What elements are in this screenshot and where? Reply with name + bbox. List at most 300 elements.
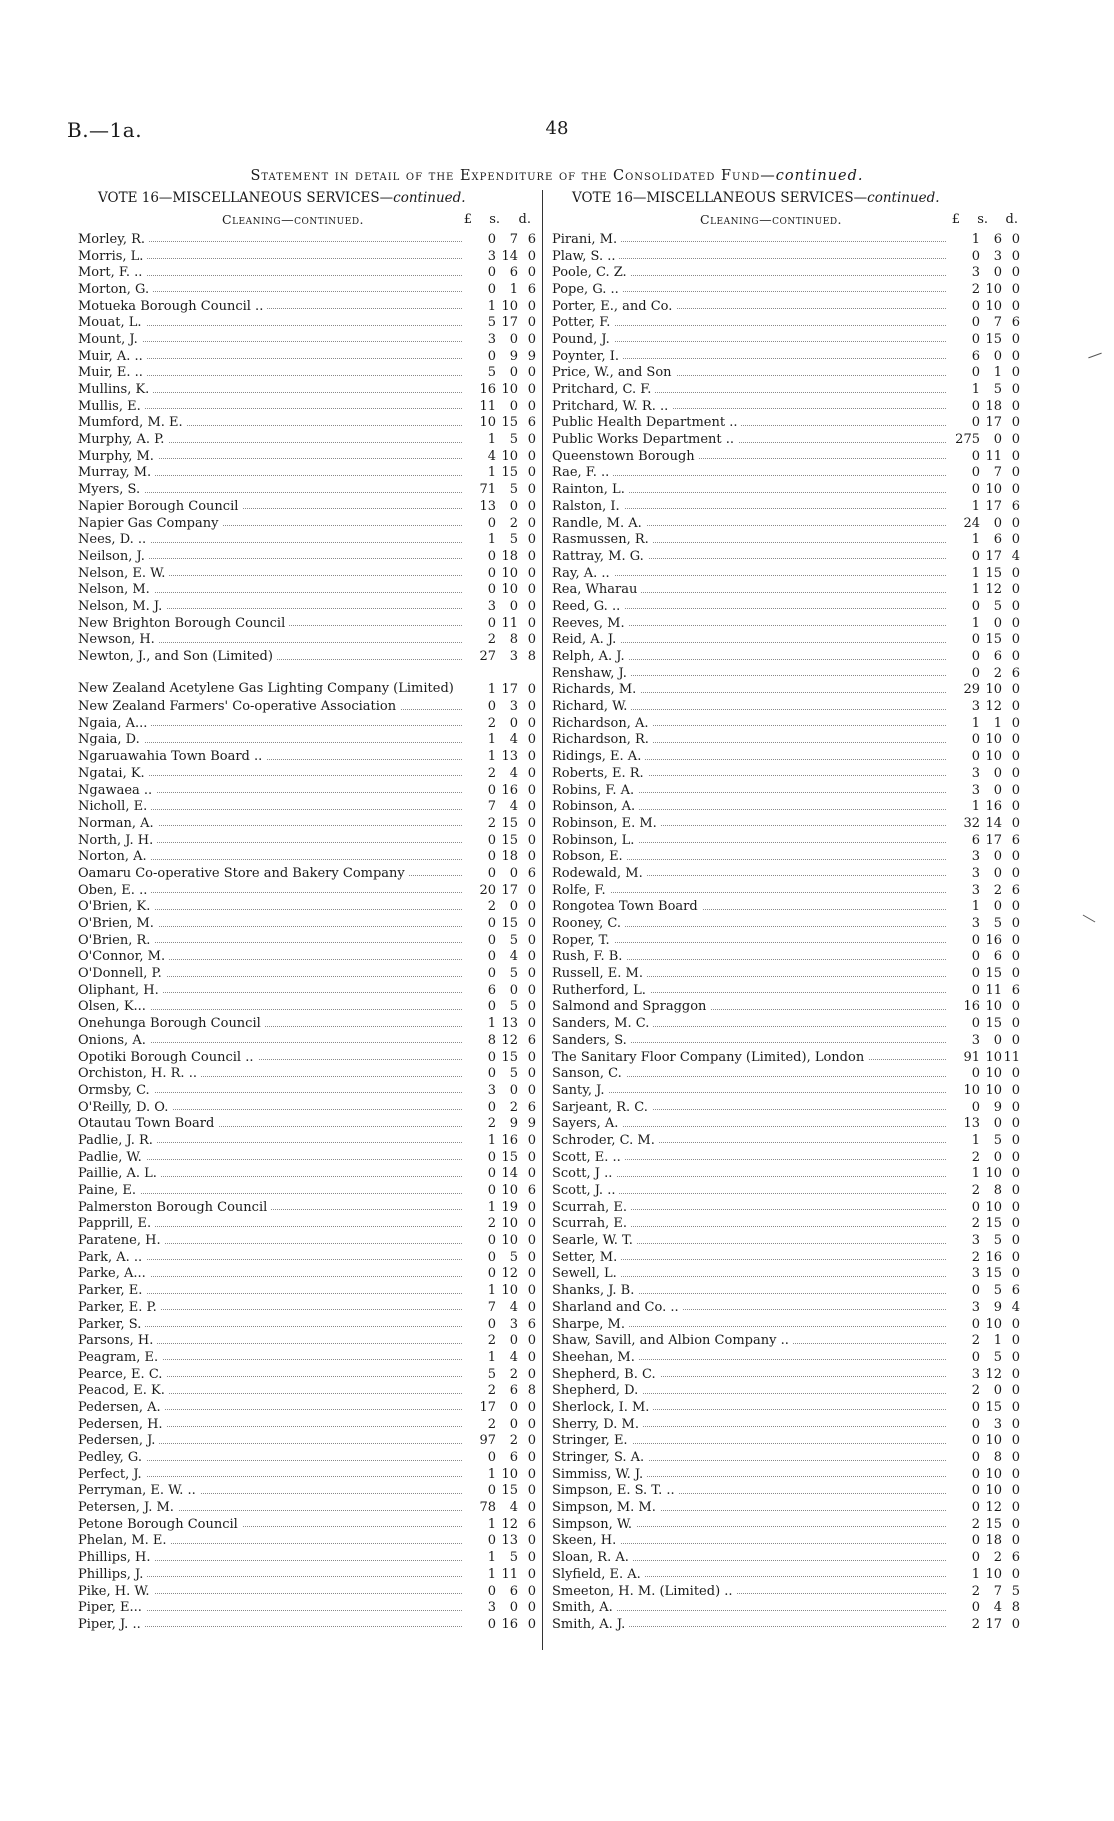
amount-pence: 0 [527,982,536,998]
table-row [78,1032,536,1049]
amount-pence: 0 [527,331,536,347]
amount-pence: 0 [527,1399,536,1415]
amount-pounds: 1 [487,732,496,748]
payee-name-text: Ngatai, K. [78,766,149,781]
payee-name-text: O'Donnell, P. [78,966,166,981]
amount-pounds: 1 [487,1132,496,1148]
payee-name-text: Sheehan, M. [552,1350,639,1365]
payee-name [552,899,950,914]
payee-name-text: Skeen, H. [552,1533,620,1548]
amount-pounds: 8 [487,1032,496,1048]
table-row [552,665,1020,682]
amount-pence: 0 [527,1583,536,1599]
amount-pounds: 0 [487,1166,496,1182]
amount-pounds: 0 [971,1466,980,1482]
amount-pence: 0 [527,715,536,731]
payee-name [78,1300,466,1315]
table-row [552,264,1020,281]
payee-name-text: Phillips, J. [78,1567,147,1582]
payee-name [78,1450,466,1465]
table-row [552,1449,1020,1466]
amount-shillings: 5 [993,598,1002,614]
amount-shillings: 10 [501,1466,518,1482]
amount-pounds: 0 [487,548,496,564]
table-row [78,1349,536,1366]
amount-pounds: 2 [487,899,496,915]
table-row [78,782,536,799]
payee-name [552,916,950,931]
amount-pence: 0 [1011,231,1020,247]
payee-name-text: Sloan, R. A. [552,1550,633,1565]
amount-shillings: 0 [509,1600,518,1616]
table-row [78,665,536,698]
amount-shillings: 17 [985,832,1002,848]
payee-name-text: Newson, H. [78,632,159,647]
table-row [78,1416,536,1433]
payee-name [78,849,466,864]
table-row [78,899,536,916]
payee-name-text: Muir, E. .. [78,365,147,380]
payee-name-text: Newton, J., and Son (Limited) [78,649,277,664]
payee-name [552,1517,950,1532]
payee-name [552,315,950,330]
table-row [552,932,1020,949]
amount-pence: 0 [1011,415,1020,431]
amount-shillings: 6 [509,265,518,281]
amount-pounds: 0 [487,1233,496,1249]
payee-name [552,1066,950,1081]
amount-pence: 0 [1011,331,1020,347]
table-row [78,1466,536,1483]
payee-name [78,1400,466,1415]
payee-name-text: Rattray, M. G. [552,549,648,564]
payee-name [552,1383,950,1398]
amount-pounds: 1 [487,1016,496,1032]
amount-shillings: 11 [985,448,1002,464]
amount-pence: 0 [1011,966,1020,982]
payee-name [78,949,466,964]
amount-shillings: 10 [985,1316,1002,1332]
payee-name [78,833,466,848]
amount-pounds: 5 [487,1366,496,1382]
payee-name [78,549,466,564]
amount-pounds: 0 [487,699,496,715]
page-number: 48 [545,118,569,139]
amount-shillings: 17 [985,548,1002,564]
amount-pence: 0 [1011,782,1020,798]
payee-name-text: Queenstown Borough [552,449,699,464]
table-row [552,1382,1020,1399]
amount-pounds: 71 [479,482,496,498]
amount-pence: 0 [1011,1483,1020,1499]
payee-name [78,632,466,647]
amount-pence: 6 [527,865,536,881]
table-row [78,348,536,365]
amount-pence: 0 [527,966,536,982]
amount-pounds: 0 [971,982,980,998]
amount-shillings: 4 [509,1349,518,1365]
amount-pence: 0 [1011,615,1020,631]
payee-name [78,1133,466,1148]
amount-pounds: 1 [487,1349,496,1365]
amount-shillings: 3 [509,649,518,665]
table-row [552,815,1020,832]
payee-name [78,1584,466,1599]
dot-leader [552,1092,946,1093]
payee-name-text: Neilson, J. [78,549,149,564]
amount-shillings: 10 [985,1166,1002,1182]
payee-name [552,432,950,447]
payee-name-text: Smith, A. J. [552,1617,629,1632]
amount-shillings: 0 [993,615,1002,631]
table-row [552,1099,1020,1116]
amount-pence: 0 [1011,1199,1020,1215]
amount-pounds: 3 [487,1082,496,1098]
table-row [78,314,536,331]
table-row [78,882,536,899]
amount-shillings: 4 [509,799,518,815]
amount-pounds: 1 [971,615,980,631]
amount-shillings: 5 [509,432,518,448]
amount-pounds: 1 [971,1166,980,1182]
amount-pounds: 16 [479,382,496,398]
amount-pounds: 3 [971,265,980,281]
table-row [552,1032,1020,1049]
amount-shillings: 15 [985,1266,1002,1282]
payee-name [552,849,950,864]
payee-name [552,666,950,681]
payee-name-text: Robinson, L. [552,833,638,848]
amount-shillings: 10 [501,1183,518,1199]
table-row [78,448,536,465]
amount-pence: 0 [1011,949,1020,965]
amount-pounds: 29 [963,682,980,698]
amount-shillings: 0 [993,899,1002,915]
payee-name [78,983,466,998]
amount-pence: 0 [527,1166,536,1182]
amount-pounds: 2 [971,1183,980,1199]
payee-name [78,1116,466,1131]
payee-name [552,1233,950,1248]
amount-shillings: 10 [985,281,1002,297]
payee-name [78,349,466,364]
payee-name [552,1216,950,1231]
amount-shillings: 5 [509,1066,518,1082]
amount-pounds: 3 [971,699,980,715]
payee-name [552,349,950,364]
amount-pounds: 1 [971,382,980,398]
payee-name-text: Setter, M. [552,1250,621,1265]
amount-pence: 0 [1011,1349,1020,1365]
amount-shillings: 4 [509,765,518,781]
amount-pence: 0 [1011,515,1020,531]
payee-name-text: Salmond and Spraggon [552,999,710,1014]
amount-shillings: 15 [985,632,1002,648]
amount-pence: 0 [1011,1383,1020,1399]
table-row [78,1433,536,1450]
payee-name [78,582,466,597]
amount-pounds: 0 [487,1583,496,1599]
table-row [78,331,536,348]
amount-pounds: 0 [971,448,980,464]
table-row [552,682,1020,699]
payee-name-text: Sherry, D. M. [552,1417,643,1432]
amount-shillings: 15 [985,1016,1002,1032]
amount-shillings: 2 [993,1550,1002,1566]
payee-name-text: Public Health Department .. [552,415,741,430]
table-row [552,1416,1020,1433]
amount-pence: 0 [1011,715,1020,731]
amount-pence: 0 [527,515,536,531]
amount-pence: 0 [1011,1132,1020,1148]
amount-pence: 0 [1011,1266,1020,1282]
payee-name-text: Reed, G. .. [552,599,624,614]
amount-shillings: 15 [985,966,1002,982]
amount-pounds: 3 [971,1032,980,1048]
amount-pence: 0 [527,916,536,932]
payee-name [552,532,950,547]
table-row [78,398,536,415]
payee-name [78,1016,466,1031]
table-row [78,1115,536,1132]
payee-name [78,649,466,664]
table-row [78,865,536,882]
amount-shillings: 5 [509,1550,518,1566]
amount-pounds: 0 [487,782,496,798]
payee-name [552,1550,950,1565]
table-row [78,565,536,582]
left-vote-heading [98,190,466,206]
amount-pounds: 3 [487,1600,496,1616]
amount-pence: 6 [527,231,536,247]
payee-name-text: Richardson, A. [552,716,653,731]
amount-pounds: 3 [487,598,496,614]
amount-pounds: 2 [487,1383,496,1399]
amount-pounds: 0 [487,1149,496,1165]
amount-shillings: 10 [501,1283,518,1299]
payee-name-text: Rush, F. B. [552,949,626,964]
amount-pounds: 0 [971,932,980,948]
table-row [552,782,1020,799]
amount-pence: 0 [527,682,536,698]
amount-shillings: 0 [993,515,1002,531]
margin-mark [1083,915,1096,923]
amount-shillings: 2 [993,665,1002,681]
amount-pounds: 0 [971,1416,980,1432]
amount-shillings: 15 [501,415,518,431]
table-row [552,1599,1020,1616]
payee-name [552,766,950,781]
amount-shillings: 17 [501,315,518,331]
amount-pounds: 6 [971,832,980,848]
amount-shillings: 7 [993,1583,1002,1599]
payee-name-text: Rolfe, F. [552,883,610,898]
amount-pounds: 0 [487,582,496,598]
table-row [78,1299,536,1316]
payee-name-text: Schroder, C. M. [552,1133,659,1148]
amount-pounds: 3 [971,1366,980,1382]
payee-name-text: Simmiss, W. J. [552,1467,647,1482]
amount-pounds: 2 [971,1149,980,1165]
payee-name-text: Pope, G. .. [552,282,623,297]
amount-pounds: 0 [487,999,496,1015]
amount-shillings: 10 [501,565,518,581]
amount-pence: 0 [527,749,536,765]
payee-name [552,1300,950,1315]
amount-pounds: 0 [971,949,980,965]
payee-name [552,999,950,1014]
payee-name-text: Reid, A. J. [552,632,620,647]
amount-shillings: 17 [501,682,518,698]
payee-name-text: Onehunga Borough Council [78,1016,265,1031]
table-row [552,1015,1020,1032]
amount-pence: 8 [1011,1600,1020,1616]
table-row [78,1366,536,1383]
table-row [78,365,536,382]
amount-pounds: 0 [971,1483,980,1499]
table-row [78,1099,536,1116]
amount-pence: 0 [1011,1166,1020,1182]
amount-pounds: 1 [487,1566,496,1582]
payee-name-text: Orchiston, H. R. .. [78,1066,201,1081]
amount-pence: 0 [1011,815,1020,831]
amount-pence: 0 [1011,1416,1020,1432]
amount-shillings: 14 [985,815,1002,831]
payee-name [552,449,950,464]
payee-name [78,681,466,698]
amount-pounds: 0 [487,265,496,281]
amount-shillings: 18 [985,398,1002,414]
table-row [552,1049,1020,1066]
amount-shillings: 15 [501,815,518,831]
amount-shillings: 18 [501,548,518,564]
payee-name [552,866,950,881]
amount-pence: 0 [527,882,536,898]
amount-shillings: 13 [501,1533,518,1549]
amount-pence: 0 [527,1266,536,1282]
payee-name [552,499,950,514]
payee-name [78,399,466,414]
table-row [78,1399,536,1416]
amount-pounds: 0 [971,331,980,347]
payee-name-text: Peacod, E. K. [78,1383,169,1398]
amount-pence: 0 [527,1349,536,1365]
payee-name-text: Sherlock, I. M. [552,1400,653,1415]
payee-name [78,1216,466,1231]
amount-pounds: 0 [487,231,496,247]
amount-pence: 6 [1011,1283,1020,1299]
amount-pence: 8 [527,1383,536,1399]
table-row [552,231,1020,248]
amount-pence: 0 [527,482,536,498]
payee-name [78,465,466,480]
payee-name [552,1050,950,1065]
table-row [78,531,536,548]
amount-shillings: 10 [985,999,1002,1015]
table-row [78,848,536,865]
amount-pounds: 0 [971,1600,980,1616]
amount-shillings: 0 [509,398,518,414]
amount-shillings: 1 [509,281,518,297]
amount-shillings: 0 [509,365,518,381]
table-row [552,1616,1020,1633]
amount-pence: 0 [1011,1183,1020,1199]
amount-pence: 0 [1011,1216,1020,1232]
table-row [552,982,1020,999]
table-row [78,298,536,315]
payee-name-text: Nelson, M. [78,582,154,597]
table-row [552,1299,1020,1316]
amount-pence: 0 [527,1066,536,1082]
table-row [552,298,1020,315]
payee-name-text: Onions, A. [78,1033,150,1048]
amount-pence: 0 [1011,899,1020,915]
payee-name [78,749,466,764]
payee-name [552,1150,950,1165]
payee-name-text: Parsons, H. [78,1333,157,1348]
payee-name-text: Olsen, K... [78,999,150,1014]
payee-name [552,1116,950,1131]
table-row [552,882,1020,899]
amount-shillings: 5 [509,932,518,948]
payee-name [78,716,466,731]
payee-name-text: Petone Borough Council [78,1517,242,1532]
amount-pence: 0 [527,1149,536,1165]
payee-name [552,365,950,380]
amount-pence: 6 [1011,1550,1020,1566]
table-row [78,965,536,982]
table-row [78,281,536,298]
payee-name-text: Porter, E., and Co. [552,299,676,314]
amount-pounds: 0 [971,1283,980,1299]
amount-shillings: 15 [985,331,1002,347]
amount-pence: 6 [527,1316,536,1332]
amount-shillings: 2 [509,1366,518,1382]
table-row [552,715,1020,732]
amount-shillings: 17 [985,498,1002,514]
amount-shillings: 7 [993,465,1002,481]
amount-pence: 0 [1011,365,1020,381]
payee-name-text: Robinson, E. M. [552,816,661,831]
amount-shillings: 8 [993,1183,1002,1199]
amount-pence: 0 [1011,649,1020,665]
dot-leader [552,892,946,893]
table-row [552,1549,1020,1566]
amount-shillings: 15 [985,1516,1002,1532]
payee-name-text: Simpson, E. S. T. .. [552,1483,679,1498]
table-row [78,1332,536,1349]
table-row [552,632,1020,649]
amount-pounds: 0 [971,649,980,665]
table-row [78,615,536,632]
amount-shillings: 3 [509,699,518,715]
table-row [552,1332,1020,1349]
payee-name [552,1283,950,1298]
table-row [552,1065,1020,1082]
payee-name-text: Scurrah, E. [552,1200,631,1215]
payee-name-text: Shepherd, D. [552,1383,642,1398]
table-row [552,381,1020,398]
amount-pence: 6 [1011,982,1020,998]
payee-name [552,699,950,714]
payee-name-text: Sanders, S. [552,1033,631,1048]
payee-name-text: Robson, E. [552,849,627,864]
amount-pounds: 10 [479,415,496,431]
payee-name [78,1233,466,1248]
payee-name-text: O'Brien, K. [78,899,154,914]
payee-name [552,1250,950,1265]
amount-pence: 0 [527,298,536,314]
